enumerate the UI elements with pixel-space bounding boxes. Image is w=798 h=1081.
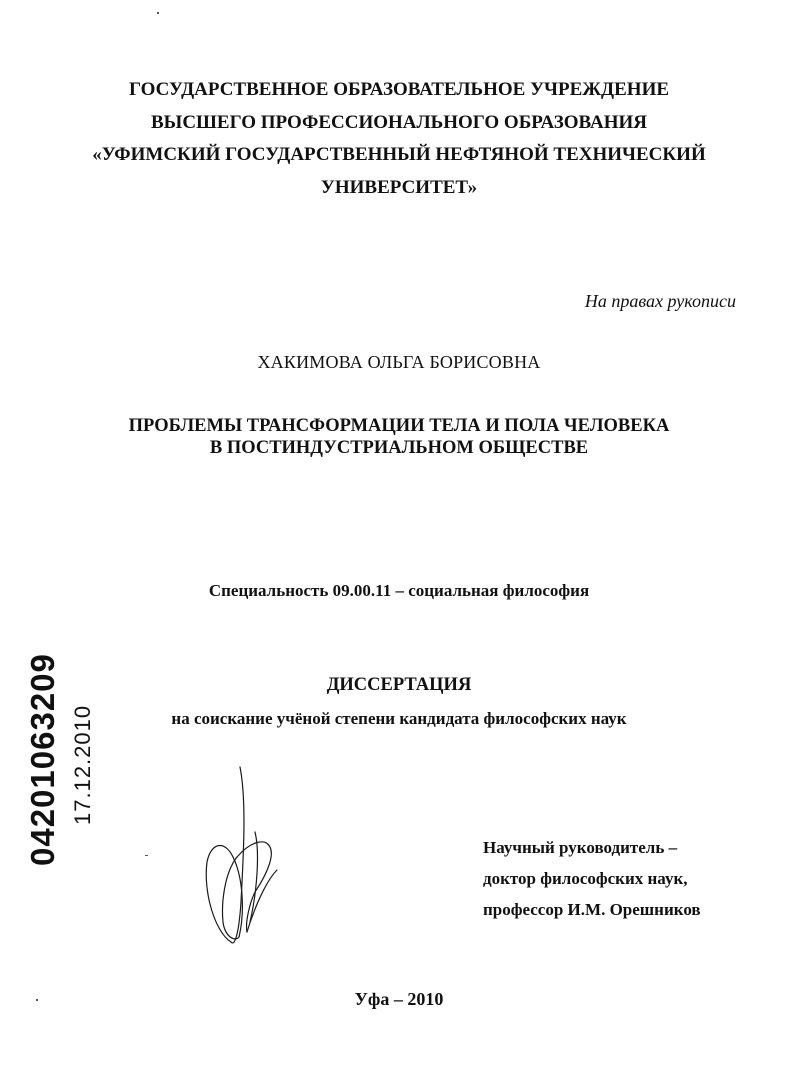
advisor-block xyxy=(483,832,701,925)
advisor-line: профессор И.М. Орешников xyxy=(483,900,701,919)
stamp-date: 17.12.2010 xyxy=(70,704,95,825)
author-name: ХАКИМОВА ОЛЬГА БОРИСОВНА xyxy=(257,352,541,372)
scan-speck xyxy=(145,855,148,856)
institution-header xyxy=(0,74,798,204)
scan-speck xyxy=(157,12,159,14)
signature xyxy=(195,762,295,952)
city-year: Уфа – 2010 xyxy=(354,989,444,1009)
institution-line: УНИВЕРСИТЕТ» xyxy=(320,176,478,198)
institution-line: ГОСУДАРСТВЕННОЕ ОБРАЗОВАТЕЛЬНОЕ УЧРЕЖДЕНИЕ xyxy=(128,79,670,100)
document-type: ДИССЕРТАЦИЯ xyxy=(326,675,472,695)
degree-line: на соискание учёной степени кандидата философских наук xyxy=(171,709,627,728)
title-line: ПРОБЛЕМЫ ТРАНСФОРМАЦИИ ТЕЛА И ПОЛА ЧЕЛОВЕКА xyxy=(128,416,670,436)
manuscript-note: На правах рукописи xyxy=(584,291,736,311)
title-line: В ПОСТИНДУСТРИАЛЬНОМ ОБЩЕСТВЕ xyxy=(209,438,589,458)
specialty: Специальность 09.00.11 – социальная философия xyxy=(208,581,590,600)
advisor-line: Научный руководитель – xyxy=(483,838,678,857)
institution-line: ВЫСШЕГО ПРОФЕССИОНАЛЬНОГО ОБРАЗОВАНИЯ xyxy=(151,111,647,133)
institution-line: «УФИМСКИЙ ГОСУДАРСТВЕННЫЙ НЕФТЯНОЙ ТЕХНИЧЕСКИЙ xyxy=(92,144,706,165)
stamp-barcode-number: 04201063209 xyxy=(24,653,61,866)
advisor-line: доктор философских наук, xyxy=(483,869,688,888)
dissertation-title xyxy=(0,415,798,459)
